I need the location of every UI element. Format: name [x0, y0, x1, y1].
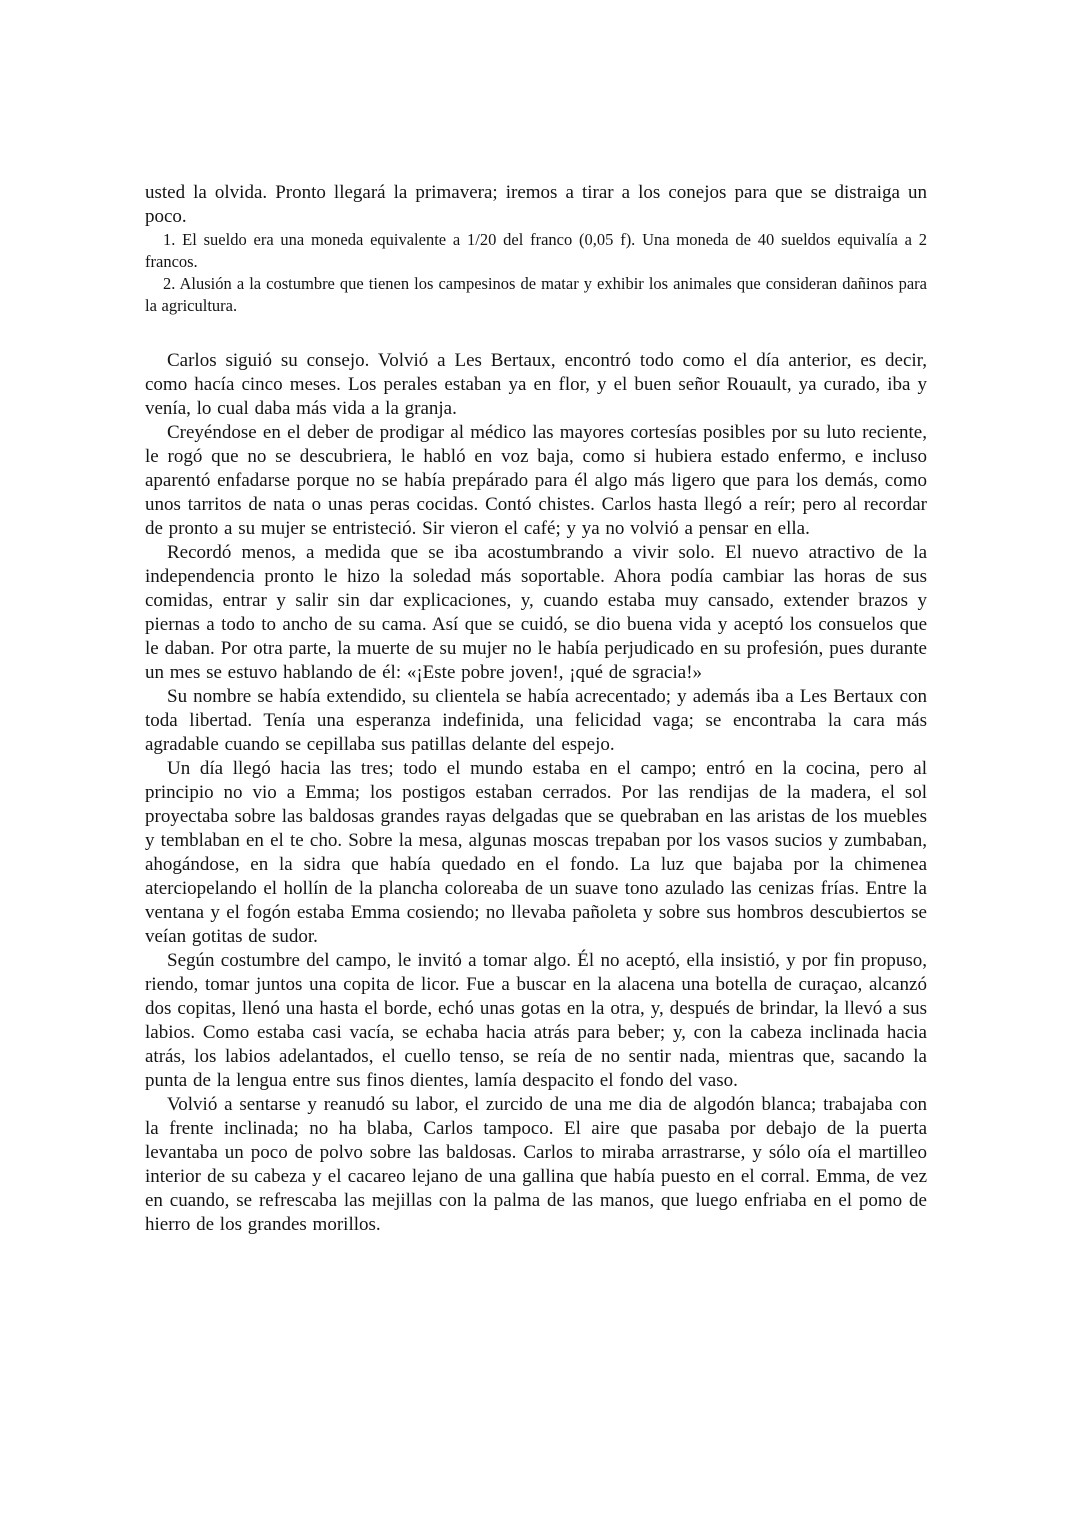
footnote-1: 1. El sueldo era una moneda equivalente a 1/20 del franco (0,05 f). Una moneda de 40 sueldos equivalía a 2 francos.: [145, 230, 927, 271]
paragraph-recordo-menos: Recordó menos, a medida que se iba acostumbrando a vivir solo. El nuevo atractivo de la independencia pronto le hizo la soledad más soportable. Ahora podía cambiar las horas de sus comidas, entrar y salir sin dar explicaciones, y, cuando estaba muy cansado, extender brazos y piernas a todo to ancho de su cama. Así que se cuidó, se dio buena vida y aceptó los consuelos que le daban. Por otra parte, la muerte de su mujer no le había perjudicado en su profesión, pues durante un mes se estuvo hablando de él: «¡Este pobre joven!, ¡qué de sgracia!»: [145, 542, 927, 683]
paragraph-carlos-consejo: Carlos siguió su consejo. Volvió a Les Bertaux, encontró todo como el día anterior, es decir, como hacía cinco meses. Los perales estaban ya en flor, y el buen señor Rouault, ya curado, iba y venía, lo cual daba más vida a la granja.: [145, 350, 927, 419]
paragraph-segun-costumbre: Según costumbre del campo, le invitó a tomar algo. Él no aceptó, ella insistió, y por fin propuso, riendo, tomar juntos una copita de licor. Fue a buscar en la alacena una botella de curaçao, alcanzó dos copitas, llenó una hasta el borde, echó unas gotas en la otra, y, después de brindar, la llevó a sus labios. Como estaba casi vacía, se echaba hacia atrás para beber; y, con la cabeza inclinada hacia atrás, los labios adelantados, el cuello tenso, se reía de no sentir nada, mientras que, sacando la punta de la lengua entre sus finos dientes, lamía despacito el fondo del vaso.: [145, 950, 927, 1091]
paragraph-volvio-a-sentarse: Volvió a sentarse y reanudó su labor, el zurcido de una me dia de algodón blanca; trabajaba con la frente inclinada; no ha blaba, Carlos tampoco. El aire que pasaba por debajo de la puerta levantaba un poco de polvo sobre las baldosas. Carlos to miraba arrastrarse, y sólo oía el martilleo interior de su cabeza y el cacareo lejano de una gallina que había puesto en el corral. Emma, de vez en cuando, se refrescaba las mejillas con la palma de las manos, que luego enfriaba en el pomo de hierro de los grandes morillos.: [145, 1094, 927, 1235]
text-column: [145, 181, 927, 1237]
paragraph-continuation: usted la olvida. Pronto llegará la primavera; iremos a tirar a los conejos para que se distraiga un poco.: [145, 182, 927, 227]
paragraph-su-nombre: Su nombre se había extendido, su clientela se había acrecentado; y además iba a Les Bertaux con toda libertad. Tenía una esperanza indefinida, una felicidad vaga; se encontraba la cara más agradable cuando se cepillaba sus patillas delante del espejo.: [145, 686, 927, 755]
footnote-2: 2. Alusión a la costumbre que tienen los campesinos de matar y exhibir los animales que consideran dañinos para la agricultura.: [145, 274, 927, 315]
section-gap: [145, 317, 927, 349]
paragraph-un-dia-llego: Un día llegó hacia las tres; todo el mundo estaba en el campo; entró en la cocina, pero al principio no vio a Emma; los postigos estaban cerrados. Por las rendijas de la madera, el sol proyectaba sobre las baldosas grandes rayas delgadas que se quebraban en las aristas de los muebles y temblaban en el te cho. Sobre la mesa, algunas moscas trepaban por los vasos sucios y zumbaban, ahogándose, en la sidra que había quedado en el fondo. La luz que bajaba por la chimenea aterciopelando el hollín de la plancha coloreaba de un suave tono azulado las cenizas frías. Entre la ventana y el fogón estaba Emma cosiendo; no llevaba pañoleta y sobre sus hombros descubiertos se veían gotitas de sudor.: [145, 758, 927, 947]
paragraph-creyendose: Creyéndose en el deber de prodigar al médico las mayores cortesías posibles por su luto reciente, le rogó que no se descubriera, le habló en voz baja, como si hubiera estado enfermo, e incluso aparentó enfadarse porque no se había prepárado para él algo más ligero que para los demás, como unos tarritos de nata o unas peras cocidas. Contó chistes. Carlos hasta llegó a reír; pero al recordar de pronto a su mujer se entristeció. Sir vieron el café; y ya no volvió a pensar en ella.: [145, 422, 927, 539]
